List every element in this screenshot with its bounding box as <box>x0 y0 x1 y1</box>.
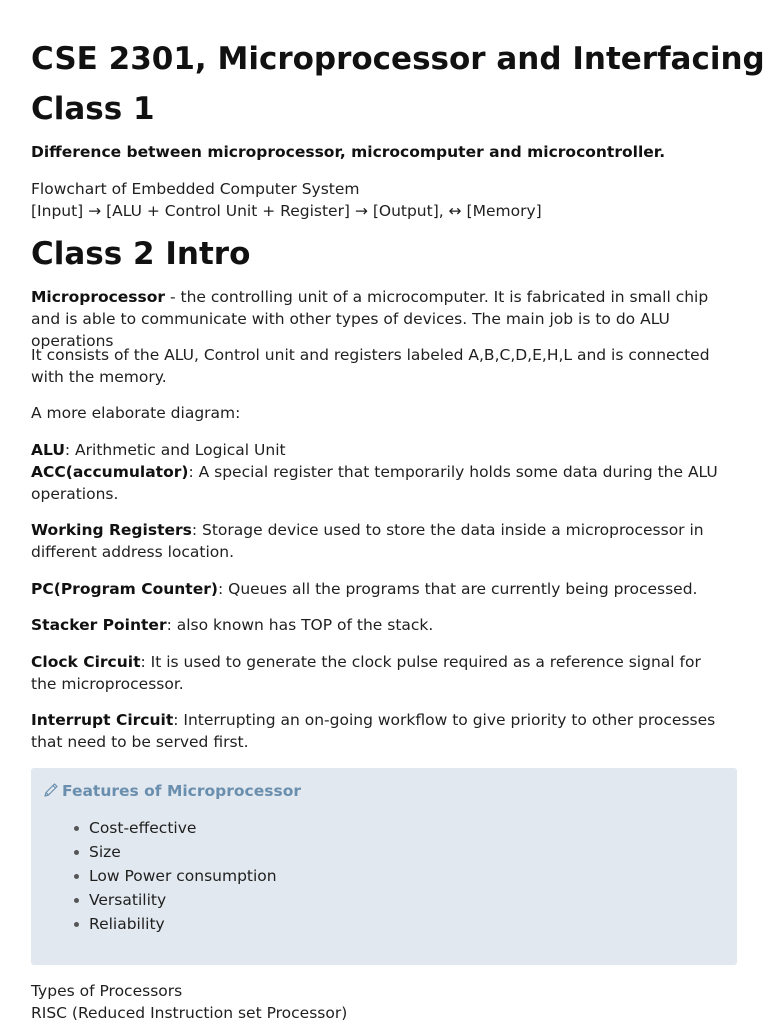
list-item-text: Size <box>89 843 121 861</box>
microprocessor-term: Microprocessor <box>31 288 166 306</box>
stack-pointer-paragraph <box>31 614 731 636</box>
flowchart-line: [Input] → [ALU + Control Unit + Register] → [Output], ↔ [Memory] <box>31 202 542 220</box>
list-item <box>31 840 277 864</box>
stack-pointer-term: Stacker Pointer <box>31 616 167 634</box>
working-registers-paragraph <box>31 519 731 563</box>
clock-circuit-term: Clock Circuit <box>31 653 141 671</box>
program-counter-definition: : Queues all the programs that are currently being processed. <box>217 580 698 598</box>
callout-header <box>43 780 301 802</box>
interrupt-circuit-term: Interrupt Circuit <box>31 711 174 729</box>
stack-pointer-definition: : also known has TOP of the stack. <box>166 616 434 634</box>
bullet <box>74 826 79 831</box>
bullet <box>74 922 79 927</box>
page-title: CSE 2301, Microprocessor and Interfacing <box>31 41 765 77</box>
acc-paragraph <box>31 461 731 505</box>
features-list <box>31 816 277 936</box>
bullet <box>74 874 79 879</box>
microprocessor-definition: - the controlling unit of a microcomputer. It is fabricated in small chip and is able to communicate with other types of devices. The main job is to do ALU operations <box>31 288 709 350</box>
clock-circuit-paragraph <box>31 651 731 695</box>
interrupt-circuit-paragraph <box>31 709 731 753</box>
bullet <box>74 850 79 855</box>
list-item <box>31 888 277 912</box>
acc-definition: : A special register that temporarily holds some data during the ALU operations. <box>31 463 718 503</box>
pencil-icon <box>43 782 59 798</box>
consists-paragraph: It consists of the ALU, Control unit and registers labeled A,B,C,D,E,H,L and is connected with the memory. <box>31 346 710 386</box>
interrupt-circuit-definition: : Interrupting an on-going workflow to give priority to other processes that need to be served first. <box>31 711 716 751</box>
list-item-text: Low Power consumption <box>89 867 277 885</box>
alu-term: ALU <box>31 441 65 459</box>
alu-paragraph <box>31 439 731 461</box>
types-heading: Types of Processors <box>31 982 183 1000</box>
list-item <box>31 864 277 888</box>
difference-paragraph <box>31 141 731 163</box>
difference-text: Difference between microprocessor, microcomputer and microcontroller. <box>31 143 666 161</box>
microprocessor-paragraph <box>31 286 731 352</box>
program-counter-term: PC(Program Counter) <box>31 580 218 598</box>
clock-circuit-definition: : It is used to generate the clock pulse required as a reference signal for the microprocessor. <box>31 653 701 693</box>
flowchart-title: Flowchart of Embedded Computer System <box>31 180 360 198</box>
callout-title: Features of Microprocessor <box>62 782 301 800</box>
list-item-text: Cost-effective <box>89 819 197 837</box>
elaborate-paragraph: A more elaborate diagram: <box>31 404 241 422</box>
bullet <box>74 898 79 903</box>
class-1-heading: Class 1 <box>31 91 155 127</box>
acc-term: ACC(accumulator) <box>31 463 189 481</box>
class-2-heading: Class 2 Intro <box>31 236 251 272</box>
working-registers-definition: : Storage device used to store the data inside a microprocessor in different address location. <box>31 521 704 561</box>
list-item <box>31 816 277 840</box>
list-item-text: Reliability <box>89 915 165 933</box>
program-counter-paragraph <box>31 578 731 600</box>
working-registers-term: Working Registers <box>31 521 192 539</box>
alu-definition: : Arithmetic and Logical Unit <box>64 441 286 459</box>
list-item <box>31 912 277 936</box>
risc-line: RISC (Reduced Instruction set Processor) <box>31 1004 348 1022</box>
features-callout <box>31 768 737 965</box>
list-item-text: Versatility <box>89 891 167 909</box>
